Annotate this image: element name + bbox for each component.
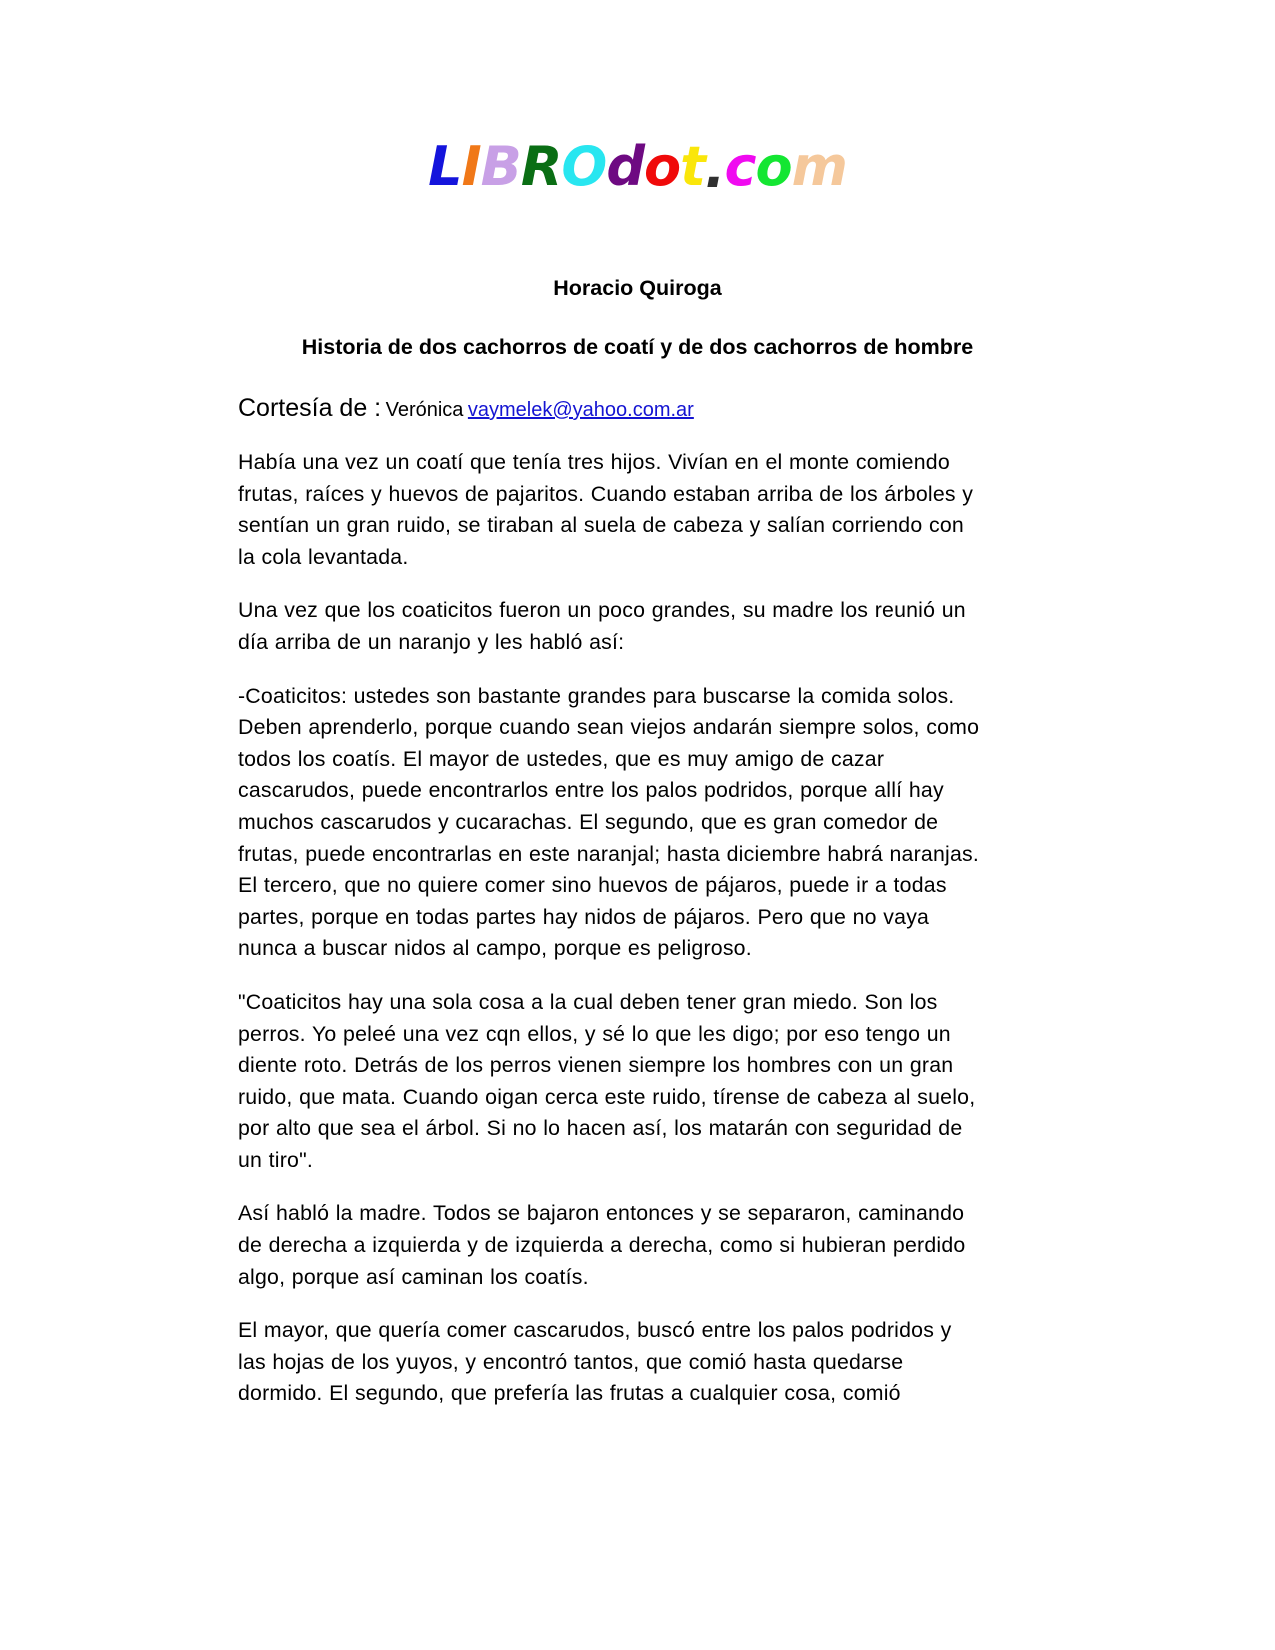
logo-letter-4: O bbox=[561, 135, 607, 198]
librodot-logo[interactable] bbox=[428, 135, 847, 200]
courtesy-label: Cortesía de : bbox=[238, 394, 382, 422]
logo-letter-7: t bbox=[680, 135, 705, 198]
body-paragraph: Una vez que los coaticitos fueron un poco grandes, su madre los reunió un día arriba de un naranjo y les habló así: bbox=[238, 598, 966, 654]
logo-letter-0: L bbox=[428, 135, 462, 198]
logo-letter-2: B bbox=[480, 135, 521, 198]
logo-letter-8: . bbox=[704, 137, 725, 200]
courtesy-contributor-name: Verónica bbox=[385, 399, 464, 421]
story-title: Historia de dos cachorros de coatí y de dos cachorros de hombre bbox=[301, 335, 974, 359]
logo-letter-10: o bbox=[755, 135, 792, 198]
author-name: Horacio Quiroga bbox=[553, 276, 722, 300]
courtesy-line bbox=[238, 392, 998, 425]
body-paragraph: -Coaticitos: ustedes son bastante grandes para buscarse la comida solos. Deben aprenderlo, porque cuando sean viejos andarán siempre solos, como todos los coatís. El mayor de ustedes, que es muy amigo de cazar cascarudos, puede encontrarlos entre los palos podridos, porque allí hay muchos cascarudos y cucarachas. El segundo, que es gran comedor de frutas, puede encontrarlas en este naranjal; hasta diciembre habrá naranjas. El tercero, que no quiere comer sino huevos de pájaros, puede ir a todas partes, porque en todas partes hay nidos de pájaros. Pero que no vaya nunca a buscar nidos al campo, porque es peligroso. bbox=[238, 683, 980, 961]
contributor-email-link[interactable]: vaymelek@yahoo.com.ar bbox=[467, 399, 694, 421]
logo-letter-9: c bbox=[724, 135, 756, 198]
site-logo-header bbox=[0, 135, 1275, 200]
logo-letter-3: R bbox=[520, 135, 562, 198]
logo-letter-1: I bbox=[461, 135, 481, 198]
body-paragraph: Así habló la madre. Todos se bajaron entonces y se separaron, caminando de derecha a izquierda y de izquierda a derecha, como si hubieran perdido algo, porque así caminan los coatís. bbox=[238, 1201, 966, 1289]
logo-letter-5: d bbox=[606, 135, 644, 198]
logo-letter-6: o bbox=[643, 135, 681, 198]
body-paragraph: Había una vez un coatí que tenía tres hijos. Vivían en el monte comiendo frutas, raíces y huevos de pajaritos. Cuando estaban arriba de los árboles y sentían un gran ruido, se tiraban al suela de cabeza y salían corriendo con la cola levantada. bbox=[238, 450, 974, 569]
body-paragraph: El mayor, que quería comer cascarudos, buscó entre los palos podridos y las hojas de los yuyos, y encontró tantos, que comió hasta quedarse dormido. El segundo, que prefería las frutas a cualquier cosa, comió bbox=[238, 1318, 952, 1406]
logo-letter-11: m bbox=[791, 135, 847, 198]
story-body bbox=[238, 447, 980, 1410]
body-paragraph: "Coaticitos hay una sola cosa a la cual deben tener gran miedo. Son los perros. Yo peleé una vez cqn ellos, y sé lo que les digo; por eso tengo un diente roto. Detrás de los perros vienen siempre los hombres con un gran ruido, que mata. Cuando oigan cerca este ruido, tírense de cabeza al suelo, por alto que sea el árbol. Si no lo hacen así, los matarán con seguridad de un tiro". bbox=[238, 989, 976, 1172]
